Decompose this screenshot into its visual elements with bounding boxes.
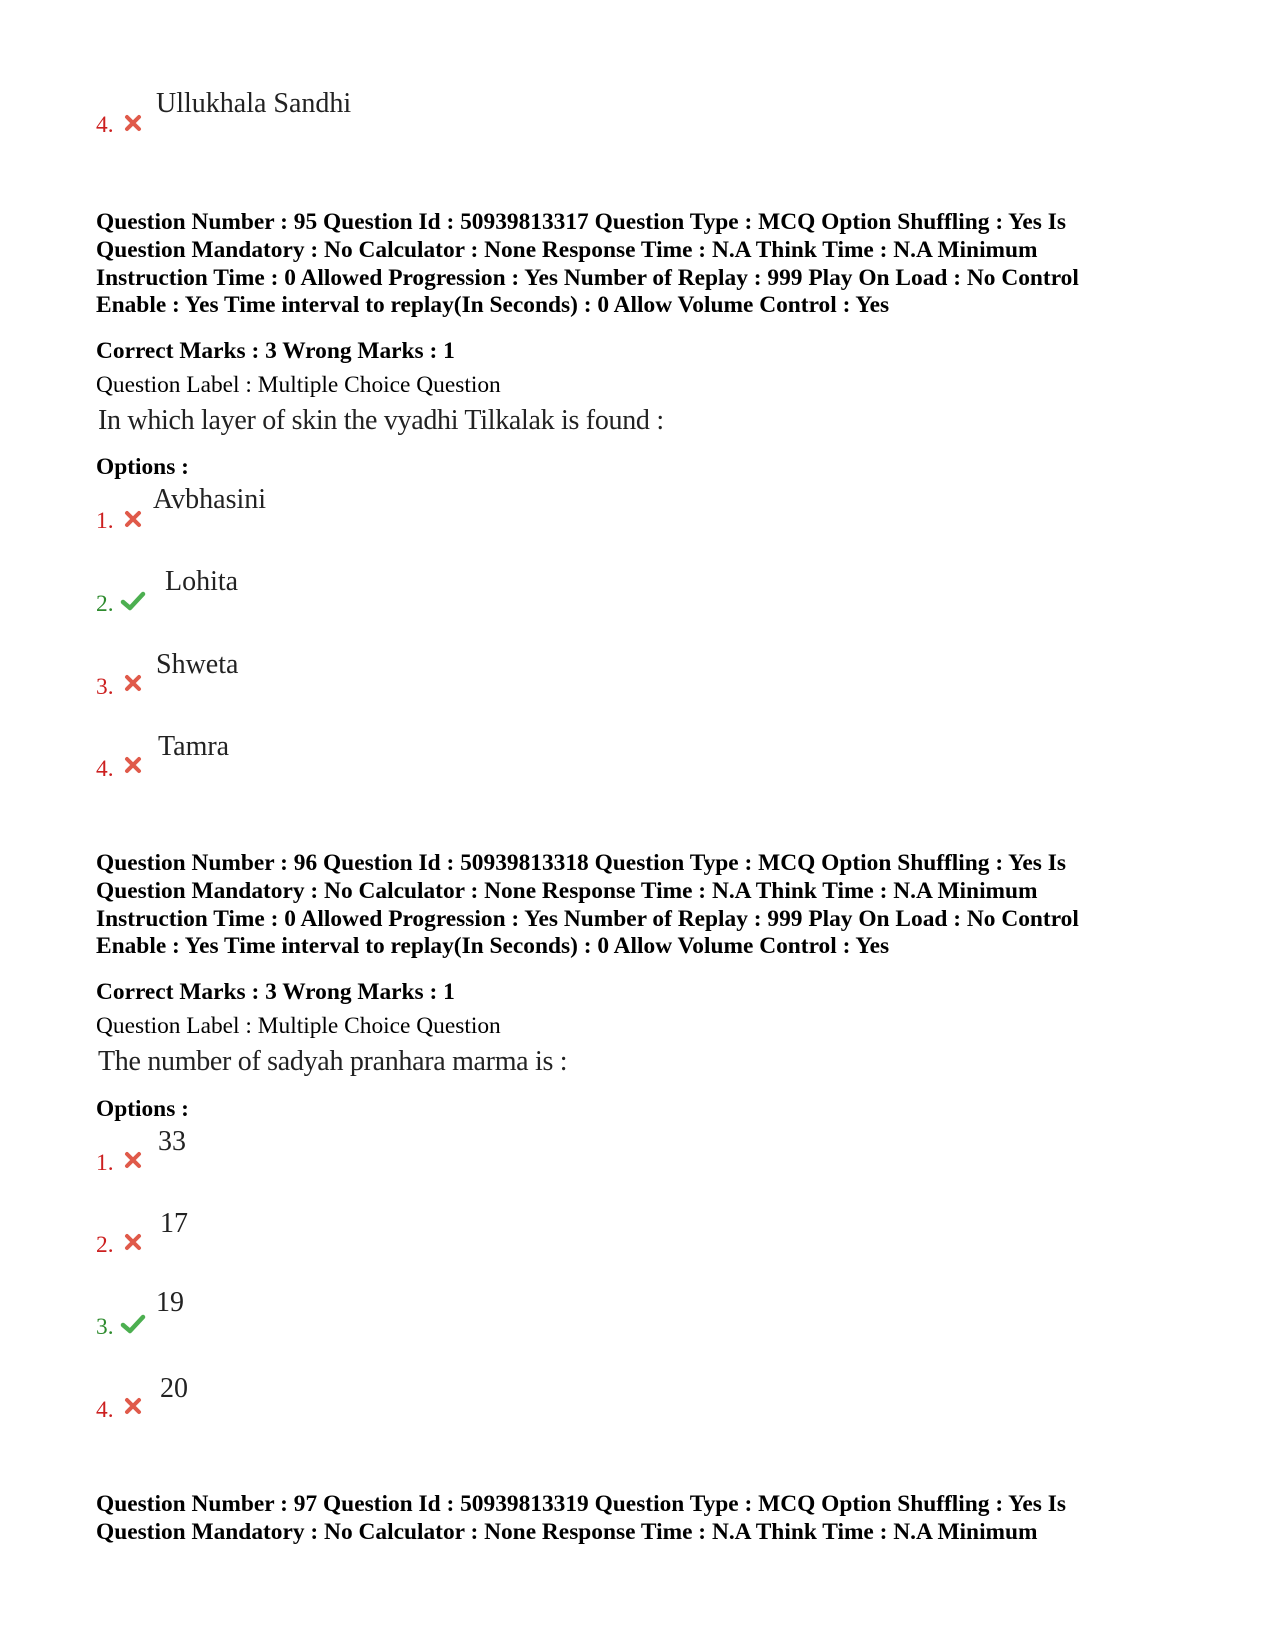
cross-icon <box>124 756 142 774</box>
cross-icon <box>124 1233 142 1251</box>
option-number: 1. <box>96 1150 114 1176</box>
option-number: 3. <box>96 1314 114 1340</box>
question-meta-97: Question Number : 97 Question Id : 50939813319 Question Type : MCQ Option Shuffling : Yes Is Question Mandatory : No Calculator : None Response Time : N.A Think Time : N.A Minimum <box>96 1491 1066 1545</box>
option-text: Ullukhala Sandhi <box>156 88 352 119</box>
option-number: 1. <box>96 508 114 534</box>
question-meta-95: Question Number : 95 Question Id : 50939813317 Question Type : MCQ Option Shuffling : Yes Is Question Mandatory : No Calculator : None Response Time : N.A Think Time : N.A Minimum Instruction Time : 0 Allowed Progression : Yes Number of Replay : 999 Play On Load : No Control Enable : Yes Time interval to replay(In Seconds) : 0 Allow Volume Control : Yes <box>96 209 1079 319</box>
question-meta-96: Question Number : 96 Question Id : 50939813318 Question Type : MCQ Option Shuffling : Yes Is Question Mandatory : No Calculator : None Response Time : N.A Think Time : N.A Minimum Instruction Time : 0 Allowed Progression : Yes Number of Replay : 999 Play On Load : No Control Enable : Yes Time interval to replay(In Seconds) : 0 Allow Volume Control : Yes <box>96 850 1079 960</box>
option-number: 2. <box>96 1232 114 1258</box>
check-icon <box>120 590 146 612</box>
cross-icon <box>124 1397 142 1415</box>
cross-icon <box>124 114 142 132</box>
cross-icon <box>124 1151 142 1169</box>
check-icon <box>120 1313 146 1335</box>
option-text: Shweta <box>156 649 239 680</box>
option-text: 20 <box>160 1373 188 1404</box>
options-header: Options : <box>96 454 189 480</box>
option-number: 3. <box>96 674 114 700</box>
marks-info: Correct Marks : 3 Wrong Marks : 1 <box>96 979 455 1005</box>
question-text: In which layer of skin the vyadhi Tilkalak is found : <box>98 405 664 436</box>
question-label: Question Label : Multiple Choice Question <box>96 1013 501 1039</box>
options-header: Options : <box>96 1096 189 1122</box>
option-number: 4. <box>96 756 114 782</box>
marks-info: Correct Marks : 3 Wrong Marks : 1 <box>96 338 455 364</box>
option-text: Avbhasini <box>153 484 267 515</box>
cross-icon <box>124 674 142 692</box>
option-text: 17 <box>160 1208 188 1239</box>
option-number: 4. <box>96 1397 114 1423</box>
question-label: Question Label : Multiple Choice Question <box>96 372 501 398</box>
option-text: Tamra <box>158 731 230 762</box>
cross-icon <box>124 510 142 528</box>
option-number: 4. <box>96 112 114 138</box>
option-number: 2. <box>96 591 114 617</box>
option-text: Lohita <box>165 566 239 597</box>
option-text: 33 <box>158 1126 186 1157</box>
question-text: The number of sadyah pranhara marma is : <box>98 1046 568 1077</box>
option-text: 19 <box>156 1287 184 1318</box>
